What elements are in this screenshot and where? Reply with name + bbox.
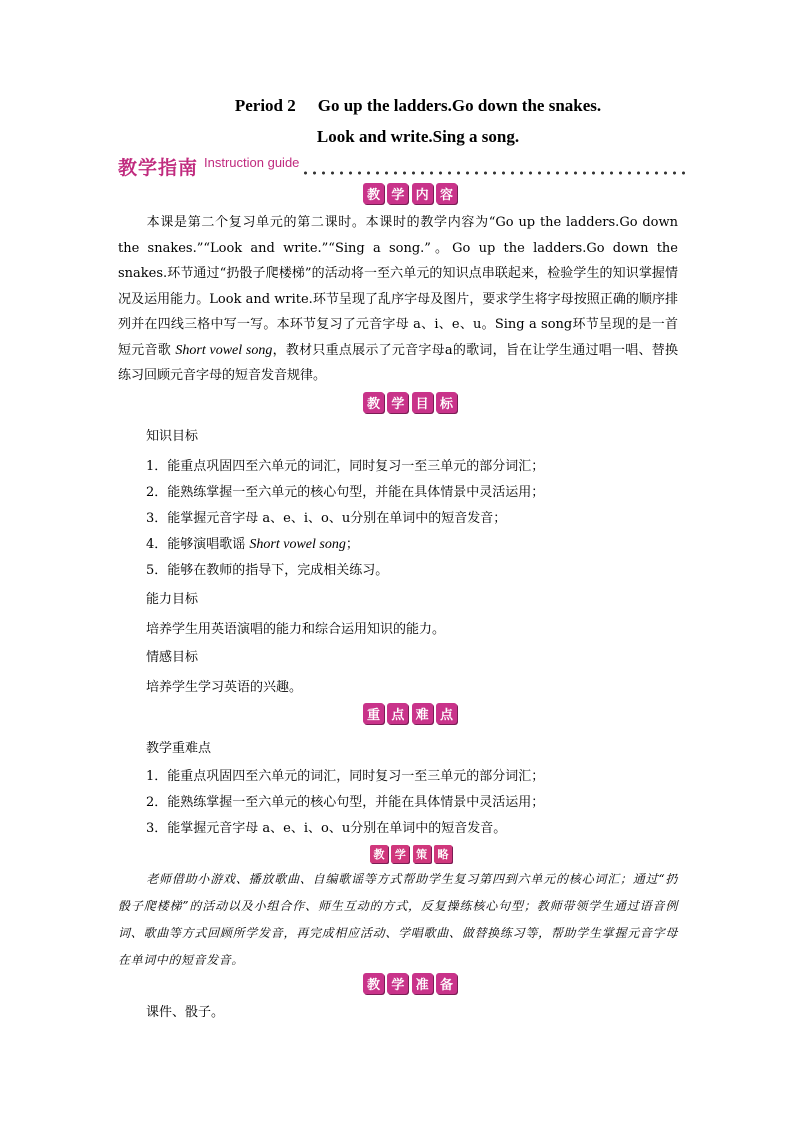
badge-char: 内 xyxy=(412,183,433,204)
goal-item: 2．能熟练掌握一至六单元的核心句型，并能在具体情景中灵活运用； xyxy=(146,485,545,500)
ability-goals-label: 能力目标 xyxy=(146,592,199,607)
section-badge-goals xyxy=(363,392,457,414)
goal-item: 1．能重点巩固四至六单元的词汇，同时复习一至三单元的部分词汇； xyxy=(146,459,545,474)
badge-char: 难 xyxy=(412,703,433,724)
badge-char: 学 xyxy=(387,973,408,994)
badge-char: 略 xyxy=(434,845,452,863)
keypoint-item: 3．能掌握元音字母 a、e、i、o、u分别在单词中的短音发音。 xyxy=(146,821,507,836)
dotted-divider xyxy=(301,170,688,176)
content-paragraph xyxy=(118,210,678,389)
guide-label-cn: 教学指南 xyxy=(118,157,199,179)
goal-item: 3．能掌握元音字母 a、e、i、o、u分别在单词中的短音发音； xyxy=(146,511,507,526)
badge-char: 学 xyxy=(391,845,409,863)
instruction-guide-header xyxy=(118,154,688,180)
lesson-title-line-1 xyxy=(118,96,718,116)
section-badge-keypoints xyxy=(363,703,457,725)
badge-char: 教 xyxy=(370,845,388,863)
badge-char: 容 xyxy=(436,183,457,204)
knowledge-goals-label: 知识目标 xyxy=(146,429,199,444)
section-badge-strategy xyxy=(370,845,452,863)
badge-char: 策 xyxy=(413,845,431,863)
prep-text: 课件、骰子。 xyxy=(146,1005,225,1020)
emotion-goals-text: 培养学生学习英语的兴趣。 xyxy=(146,680,303,695)
goal-item: 5．能够在教师的指导下，完成相关练习。 xyxy=(146,563,389,578)
badge-char: 准 xyxy=(412,973,433,994)
badge-char: 学 xyxy=(387,392,408,413)
lesson-title-main: Go up the ladders.Go down the snakes. xyxy=(317,96,602,115)
song-title: Short vowel song xyxy=(249,537,346,552)
strategy-paragraph xyxy=(118,866,678,974)
keypoint-item: 2．能熟练掌握一至六单元的核心句型，并能在具体情景中灵活运用； xyxy=(146,795,545,810)
badge-char: 目 xyxy=(412,392,433,413)
keypoints-label: 教学重难点 xyxy=(146,741,212,756)
section-badge-prep xyxy=(363,973,457,995)
lesson-title-line-2: Look and write.Sing a song. xyxy=(316,127,520,146)
badge-char: 重 xyxy=(363,703,384,724)
content-text-1: 本课是第二个复习单元的第二课时。本课时的教学内容为“Go up the ladders.Go down the snakes.”“Look and write.”“Sing a song.”。Go up the ladders.Go down the snakes.环节通过“扔骰子爬楼梯”的活动将一至六单元的知识点串联起来，检验学生的知识掌握情况及运用能力。Look and write.环节呈现了乱序字母及图片，要求学生将字母按照正确的顺序排列并在四线三格中写一写。本环节复习了元音字母 a、i、e、u。Sing a song环节呈现的是一首短元音歌 xyxy=(118,215,678,358)
section-badge-content xyxy=(363,183,457,205)
badge-char: 教 xyxy=(363,183,384,204)
badge-char: 学 xyxy=(387,183,408,204)
strategy-text: 老师借助小游戏、播放歌曲、自编歌谣等方式帮助学生复习第四到六单元的核心词汇；通过“扔骰子爬楼梯”的活动以及小组合作、师生互动的方式，反复操练核心句型；教师带领学生通过语音例词、歌曲等方式回顾所学发音，再完成相应活动、学唱歌曲、做替换练习等，帮助学生掌握元音字母在单词中的短音发音。 xyxy=(118,872,678,967)
badge-char: 教 xyxy=(363,392,384,413)
badge-char: 标 xyxy=(436,392,457,413)
guide-label-en: Instruction guide xyxy=(204,155,300,170)
keypoint-item: 1．能重点巩固四至六单元的词汇，同时复习一至三单元的部分词汇； xyxy=(146,769,545,784)
badge-char: 教 xyxy=(363,973,384,994)
content-text-2: ，教材只重点展示了元音字母a的歌词，旨在让学生通过唱一唱、替换练习回顾元音字母的短音发音规律。 xyxy=(118,342,678,383)
badge-char: 点 xyxy=(436,703,457,724)
emotion-goals-label: 情感目标 xyxy=(146,650,199,665)
song-title: Short vowel song xyxy=(175,342,273,358)
badge-char: 点 xyxy=(387,703,408,724)
badge-char: 备 xyxy=(436,973,457,994)
period-label: Period 2 xyxy=(234,96,296,115)
ability-goals-text: 培养学生用英语演唱的能力和综合运用知识的能力。 xyxy=(146,622,446,637)
goal-item: 4．能够演唱歌谣 Short vowel song； xyxy=(146,537,359,552)
